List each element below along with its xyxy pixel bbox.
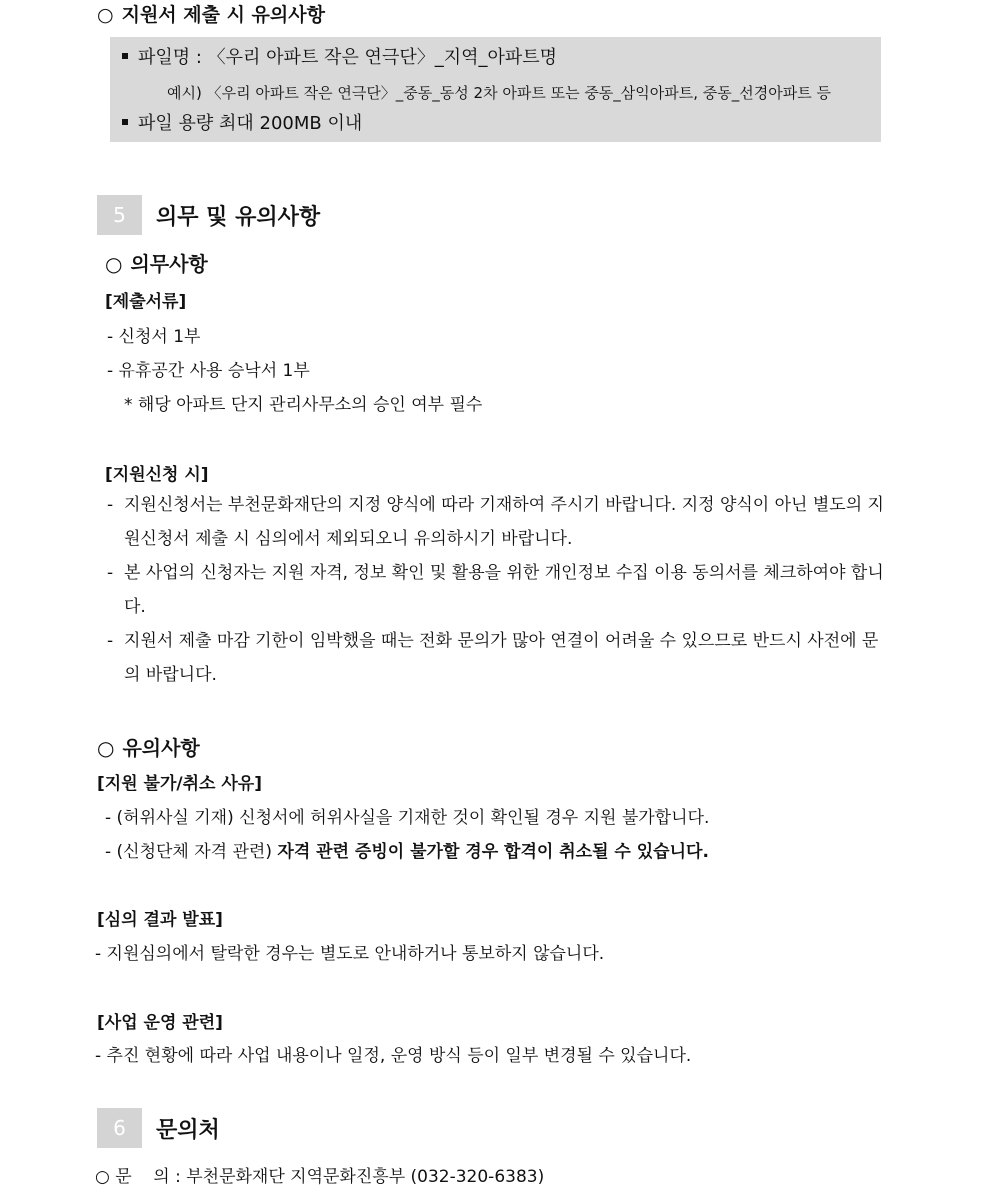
doc-item: - 신청서 1부	[107, 327, 201, 347]
section-title: 문의처	[156, 1117, 220, 1143]
section-5-header	[97, 195, 320, 235]
file-rules-box	[110, 37, 881, 142]
file-size-rule: 파일 용량 최대 200MB 이내	[122, 109, 362, 135]
ops-item: - 추진 현황에 따라 사업 내용이나 일정, 운영 방식 등이 일부 변경될 수 있습니다.	[95, 1046, 692, 1066]
section-number-badge: 6	[97, 1108, 142, 1148]
square-bullet-icon	[122, 119, 128, 125]
submission-notes-heading: ○ 지원서 제출 시 유의사항	[97, 4, 325, 26]
bold-warning: 자격 관련 증빙이 불가할 경우 합격이 취소될 수 있습니다.	[277, 842, 709, 862]
ops-subheading: [사업 운영 관련]	[97, 1013, 223, 1033]
result-subheading: [심의 결과 발표]	[97, 910, 223, 930]
contact-line: ○ 문 의 : 부천문화재단 지역문화진흥부 (032-320-6383)	[95, 1167, 545, 1187]
file-name-rule: 파일명 : 〈우리 아파트 작은 연극단〉_지역_아파트명	[122, 43, 557, 69]
duties-heading: ○ 의무사항	[105, 252, 208, 276]
doc-note: * 해당 아파트 단지 관리사무소의 승인 여부 필수	[124, 395, 483, 415]
cancel-subheading: [지원 불가/취소 사유]	[97, 774, 262, 794]
circle-bullet-icon: ○	[97, 736, 115, 760]
result-item: - 지원심의에서 탈락한 경우는 별도로 안내하거나 통보하지 않습니다.	[95, 944, 605, 964]
square-bullet-icon	[122, 53, 128, 59]
file-name-example: 예시) 〈우리 아파트 작은 연극단〉_중동_동성 2차 아파트 또는 중동_삼익아파트, 중동_선경아파트 등	[167, 84, 831, 102]
circle-bullet-icon: ○	[105, 252, 123, 276]
cancel-item: - (신청단체 자격 관련) 자격 관련 증빙이 불가할 경우 합격이 취소될 수 있습니다.	[105, 842, 709, 862]
doc-item: - 유휴공간 사용 승낙서 1부	[107, 361, 310, 381]
apply-subheading: [지원신청 시]	[105, 465, 209, 485]
section-title: 의무 및 유의사항	[156, 204, 321, 230]
section-6-header	[97, 1108, 220, 1148]
circle-bullet-icon: ○	[97, 4, 114, 26]
apply-item: - 지원서 제출 마감 기한이 임박했을 때는 전화 문의가 많아 연결이 어려울 수 있으므로 반드시 사전에 문의 바랍니다.	[107, 631, 879, 685]
cancel-item: - (허위사실 기재) 신청서에 허위사실을 기재한 것이 확인될 경우 지원 불가합니다.	[105, 808, 710, 828]
apply-item: - 지원신청서는 부천문화재단의 지정 양식에 따라 기재하여 주시기 바랍니다. 지정 양식이 아닌 별도의 지원신청서 제출 시 심의에서 제외되오니 유의하시기 바랍니다.	[107, 495, 884, 549]
docs-subheading: [제출서류]	[105, 292, 187, 312]
cautions-heading: ○ 유의사항	[97, 736, 200, 760]
section-number-badge: 5	[97, 195, 142, 235]
apply-item: - 본 사업의 신청자는 지원 자격, 정보 확인 및 활용을 위한 개인정보 수집 이용 동의서를 체크하여야 합니다.	[107, 563, 884, 617]
